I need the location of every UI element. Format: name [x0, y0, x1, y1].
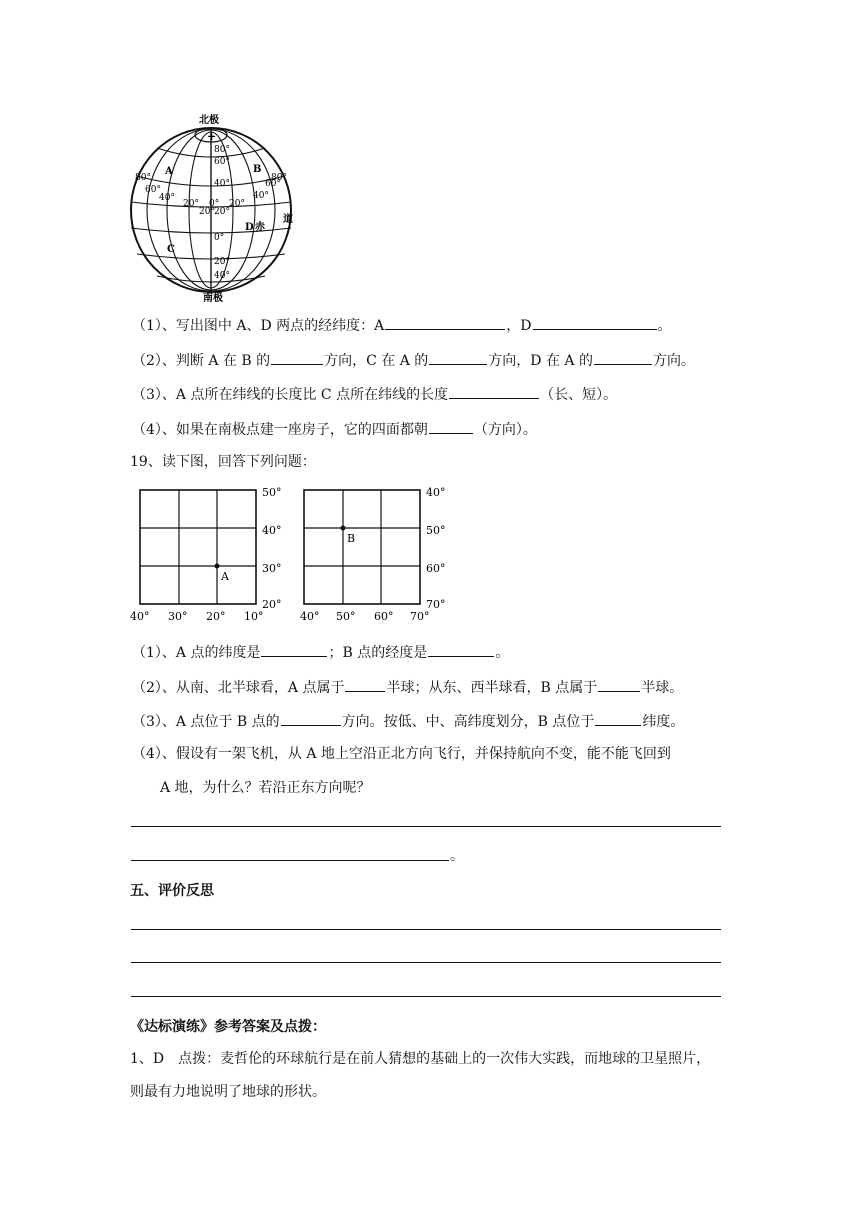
svg-text:0°: 0° [214, 233, 225, 243]
svg-text:80°: 80° [214, 145, 230, 155]
svg-text:10°: 10° [244, 610, 264, 623]
svg-text:60°: 60° [265, 179, 281, 189]
point-c-label: C [167, 244, 175, 255]
point-b-label: B [253, 164, 262, 175]
north-pole-label: 北极 [199, 115, 219, 126]
q19-item-2: （2）、从南、北半球看，A 点属于 半球；从东、西半球看，B 点属于 半球。 [132, 676, 683, 698]
grid-a-point-label: A [221, 570, 229, 583]
svg-text:40°: 40° [214, 271, 230, 281]
svg-text:50°: 50° [262, 486, 282, 499]
answer-blank[interactable] [594, 349, 652, 365]
svg-text:70°: 70° [410, 610, 430, 623]
svg-text:20°: 20° [229, 199, 245, 209]
q18-item-2: （2）、判断 A 在 B 的 方向，C 在 A 的 方向，D 在 A 的 方向。 [132, 349, 695, 371]
svg-text:40°: 40° [426, 486, 446, 499]
answer-blank[interactable] [385, 314, 505, 330]
svg-text:40°: 40° [159, 193, 175, 203]
q19-item-4-line-2: A 地，为什么？若沿正东方向呢？ [160, 780, 371, 796]
svg-text:50°: 50° [426, 524, 446, 537]
equator-label: 赤 [255, 222, 265, 233]
svg-text:80°: 80° [135, 173, 151, 183]
answer-end-mark: 。 [450, 848, 464, 864]
q18-item-1: （1）、写出图中 A、D 两点的经纬度：A ，D 。 [132, 314, 672, 336]
section-5-title: 五、评价反思 [130, 883, 214, 899]
equator-label-2: 道 [283, 214, 293, 225]
svg-text:40°: 40° [130, 610, 150, 623]
reflection-line[interactable] [131, 929, 721, 930]
svg-text:40°: 40° [262, 524, 282, 537]
answer-blank[interactable] [345, 676, 385, 692]
svg-text:20°: 20° [183, 199, 199, 209]
point-a-label: A [165, 166, 173, 177]
svg-text:20°: 20° [199, 207, 215, 217]
svg-text:20°: 20° [214, 257, 230, 267]
svg-text:40°: 40° [300, 610, 320, 623]
answer-text-line-1: 1、D 点拨：麦哲伦的环球航行是在前人猜想的基础上的一次伟大实践，而地球的卫星照片， [130, 1051, 711, 1067]
south-pole-label: 南极 [203, 293, 223, 302]
reflection-line[interactable] [131, 996, 721, 997]
q18-item-3: （3）、A 点所在纬线的长度比 C 点所在纬线的长度 （长、短）。 [132, 383, 617, 405]
svg-text:20°: 20° [214, 207, 230, 217]
point-b-marker [341, 526, 346, 531]
globe-figure [125, 110, 305, 302]
answer-text-line-2: 则最有力地说明了地球的形状。 [130, 1084, 326, 1100]
point-a-marker [215, 564, 220, 569]
svg-text:20°: 20° [262, 598, 282, 611]
svg-text:30°: 30° [262, 562, 282, 575]
q19-item-3: （3）、A 点位于 B 点的 方向。按低、中、高纬度划分，B 点位于 纬度。 [132, 710, 684, 732]
svg-text:60°: 60° [426, 562, 446, 575]
answer-blank[interactable] [429, 349, 487, 365]
grid-figure-a [128, 482, 288, 624]
answer-blank[interactable] [533, 314, 657, 330]
grid-b-point-label: B [347, 532, 356, 545]
q19-title: 19、读下图，回答下列问题： [130, 454, 316, 470]
svg-text:+: + [207, 130, 217, 143]
answers-title: 《达标演练》参考答案及点拨： [130, 1019, 326, 1035]
answer-blank[interactable] [261, 641, 327, 657]
answer-blank[interactable] [598, 676, 640, 692]
reflection-line[interactable] [131, 962, 721, 963]
answer-blank[interactable] [429, 418, 473, 434]
point-d-label: D [245, 222, 254, 233]
answer-blank[interactable] [428, 641, 494, 657]
svg-text:40°: 40° [253, 191, 269, 201]
svg-text:30°: 30° [168, 610, 188, 623]
svg-text:60°: 60° [145, 185, 161, 195]
answer-blank[interactable] [595, 710, 641, 726]
svg-text:0°: 0° [209, 199, 220, 209]
svg-text:50°: 50° [336, 610, 356, 623]
answer-blank[interactable] [271, 349, 323, 365]
answer-blank[interactable] [449, 383, 539, 399]
svg-text:20°: 20° [206, 610, 226, 623]
q19-item-1: （1）、A 点的纬度是 ；B 点的经度是 。 [132, 641, 509, 663]
grid-figure-b [298, 482, 458, 624]
q18-item-4: （4）、如果在南极点建一座房子，它的四面都朝 （方向）。 [132, 418, 537, 440]
svg-text:80°: 80° [271, 173, 287, 183]
answer-line[interactable] [131, 826, 721, 827]
svg-text:60°: 60° [374, 610, 394, 623]
answer-line[interactable] [131, 860, 449, 861]
answer-blank[interactable] [281, 710, 341, 726]
svg-text:70°: 70° [426, 598, 446, 611]
q19-item-4-line-1: （4）、假设有一架飞机，从 A 地上空沿正北方向飞行，并保持航向不变，能不能飞回到 [132, 746, 671, 762]
svg-text:60°: 60° [214, 157, 230, 167]
svg-text:40°: 40° [214, 179, 230, 189]
